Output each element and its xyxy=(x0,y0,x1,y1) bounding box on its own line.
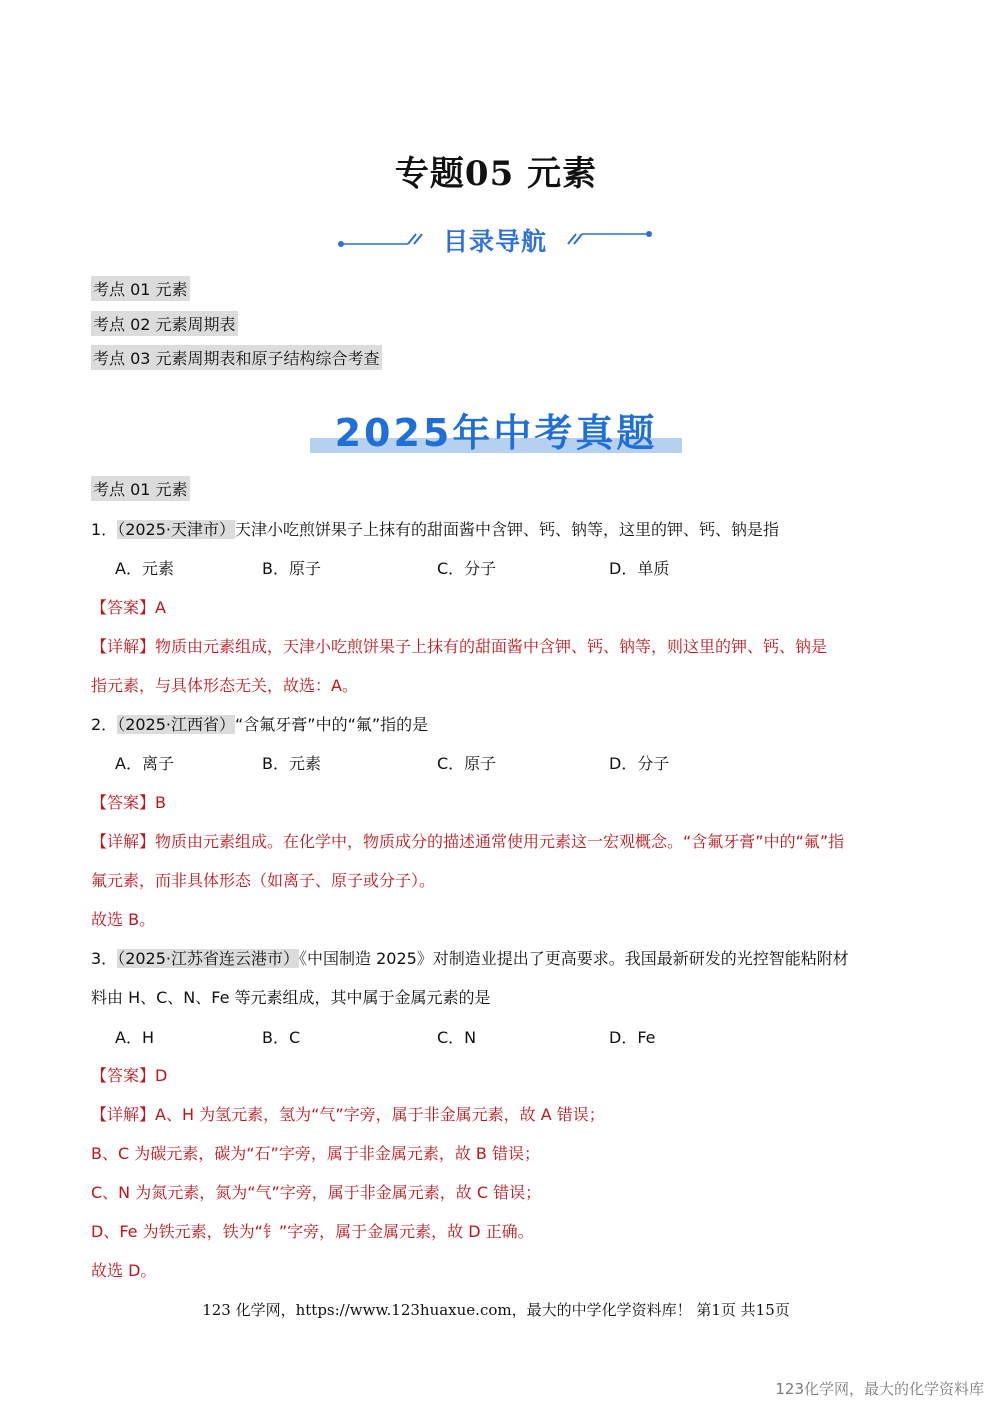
toc-item-1[interactable]: 考点 01 元素 xyxy=(91,276,190,301)
option-c: C．分子 xyxy=(437,559,497,578)
toc-item-3[interactable]: 考点 03 元素周期表和原子结构综合考查 xyxy=(91,345,382,370)
answer: 【答案】A xyxy=(91,598,166,617)
question-stem: 《中国制造 2025》对制造业提出了更高要求。我国最新研发的光控智能粘附材 xyxy=(299,949,849,968)
explanation-line: 指元素，与具体形态无关，故选：A。 xyxy=(91,676,358,695)
option-b: B．C xyxy=(262,1028,301,1047)
page-footer: 123 化学网，https://www.123huaxue.com，最大的中学化学资料库！ 第1页 共15页 xyxy=(202,1301,790,1319)
question-2 xyxy=(91,712,428,735)
explanation-line: 【详解】A、H 为氢元素，氢为“气”字旁，属于非金属元素，故 A 错误； xyxy=(91,1105,605,1124)
question-source: （2025·天津市） xyxy=(117,520,235,539)
option-a: A．离子 xyxy=(115,754,174,773)
option-b: B．原子 xyxy=(262,559,321,578)
question-source: （2025·江苏省连云港市） xyxy=(117,949,299,968)
option-d: D．分子 xyxy=(609,754,670,773)
question-stem: “含氟牙膏”中的“氟”指的是 xyxy=(235,715,429,734)
watermark: 123化学网，最大的化学资料库 xyxy=(775,1380,984,1398)
option-d: D．Fe xyxy=(609,1028,656,1047)
explanation-line: 【详解】物质由元素组成，天津小吃煎饼果子上抹有的甜面酱中含钾、钙、钠等，则这里的钾、钙、钠是 xyxy=(91,637,828,656)
section-header: 考点 01 元素 xyxy=(91,476,190,501)
answer: 【答案】D xyxy=(91,1066,168,1085)
explanation-line: 故选 D。 xyxy=(91,1261,157,1280)
page-title: 专题05 元素 xyxy=(394,154,598,194)
answer: 【答案】B xyxy=(91,793,166,812)
question-1 xyxy=(91,517,779,540)
question-source: （2025·江西省） xyxy=(117,715,235,734)
question-number: 1． xyxy=(91,520,118,539)
question-stem: 天津小吃煎饼果子上抹有的甜面酱中含钾、钙、钠等，这里的钾、钙、钠是指 xyxy=(235,520,780,539)
toc-item-2[interactable]: 考点 02 元素周期表 xyxy=(91,311,238,336)
explanation-line: D、Fe 为铁元素，铁为“钅”字旁，属于金属元素，故 D 正确。 xyxy=(91,1222,534,1241)
option-c: C．原子 xyxy=(437,754,497,773)
explanation-line: C、N 为氮元素，氮为“气”字旁，属于非金属元素，故 C 错误； xyxy=(91,1183,542,1202)
option-a: A．元素 xyxy=(115,559,174,578)
explanation-line: 氟元素，而非具体形态（如离子、原子或分子）。 xyxy=(91,871,436,890)
banner-title: 2025年中考真题 xyxy=(334,411,658,455)
option-a: A．H xyxy=(115,1028,154,1047)
option-d: D．单质 xyxy=(609,559,670,578)
nav-title: 目录导航 xyxy=(442,227,547,256)
explanation-line: 故选 B。 xyxy=(91,910,156,929)
explanation-line: B、C 为碳元素，碳为“石”字旁，属于非金属元素，故 B 错误； xyxy=(91,1144,540,1163)
question-number: 2． xyxy=(91,715,118,734)
option-c: C．N xyxy=(437,1028,477,1047)
question-number: 3． xyxy=(91,949,118,968)
question-stem-cont: 料由 H、C、N、Fe 等元素组成，其中属于金属元素的是 xyxy=(91,988,491,1007)
explanation-line: 【详解】物质由元素组成。在化学中，物质成分的描述通常使用元素这一宏观概念。“含氟牙膏”中的“氟”指 xyxy=(91,832,845,851)
option-b: B．元素 xyxy=(262,754,321,773)
question-3 xyxy=(91,946,849,969)
